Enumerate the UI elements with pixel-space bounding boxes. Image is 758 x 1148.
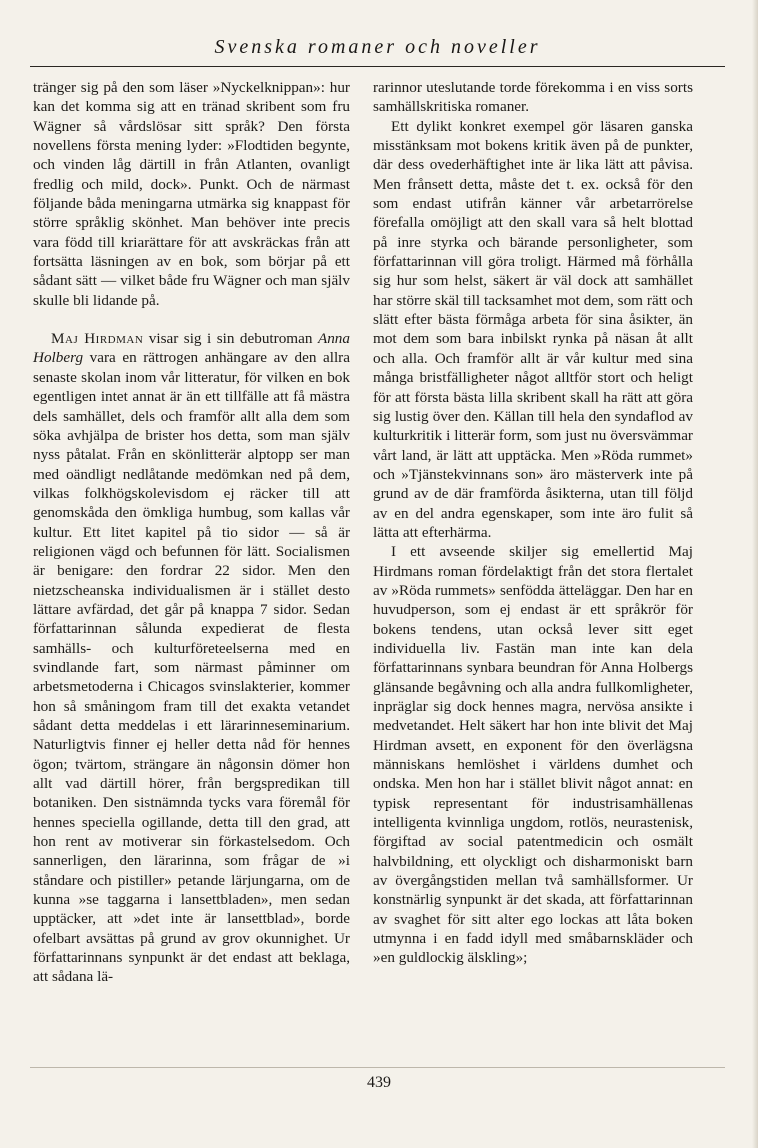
left-paragraph-2-intro: visar sig i sin debutroman	[143, 330, 318, 348]
left-column	[33, 78, 350, 987]
page-edge	[752, 0, 758, 1148]
right-paragraph-3: I ett avseende skiljer sig emellertid Maj Hirdmans roman fördelaktigt från det stora flertalet av »Röda rummets» senfödda ätteläggar. Den har en huvudperson, som ej endast är ett språkrör för bokens tendens, utan också lever sitt eget individuella liv. Fastän man inte kan dela författarinnans synbara beundran för Anna Holbergs glänsande begåvning och alla andra fullkomligheter, inpräglar sig dock hennes magra, nervösa ansikte i medvetandet. Helt säkert har hon inte blivit det Maj Hirdman avsett, en exponent för den överlägsna människans hemlöshet i världens dumhet och ondska. Men hon har i stället blivit något annat: en typisk representant för industrisamhällenas intelligenta kvinnliga ungdom, rotlös, neurastenisk, förgiftad av social patentmedicin och osmält halvbildning, ett olyckligt och disharmoniskt barn av övergångstiden mellan två samhällsformer. Ur konstnärlig synpunkt är det skada, att författarinnan av svaghet för sitt alter ego lockas att låta boken utmynna i en fadd idyll med småbarnskläder och »en guldlockig älskling»;	[373, 543, 693, 967]
left-paragraph-2	[33, 329, 350, 987]
page-number: 439	[367, 1074, 391, 1091]
right-column	[373, 78, 693, 968]
header-rule	[30, 66, 725, 67]
right-paragraph-1: rarinnor uteslutande torde förekomma i en viss sorts samhällskritiska romaner.	[373, 79, 693, 116]
left-paragraph-2-body: vara en rättrogen anhängare av den allra senaste skolan inom vår litteratur, för vilken en bok egentligen intet annat är än ett tillfälle att få mästra dels samhället, dels och framför allt alla dem som söka avhjälpa de brister hos detta, som man själv nyss påtalat. Från en skönlitterär alptopp ser man med oändligt nedlåtande medömkan ned på dem, vilkas folkhögskolevisdom ej räcker till att genomskåda den ömkliga humbug, som kallas vår kultur. Ett litet kapitel på tio sidor — så är religionen vägd och befunnen för lätt. Socialismen är benigare: den fordrar 22 sidor. Men den nietzscheanska individualismen är i stället desto lättare avfärdad, det går på knappa 7 sidor. Sedan författarinnan sålunda expedierat de flesta samhälls- och kulturföreteelserna med en svindlande fart, som närmast påminner om arbetsmetoderna i Chicagos svinslakterier, kommer hon så småningom fram till det exakta vetandet sådant detta meddelas i ett lärarinneseminarium. Naturligtvis finner ej heller detta nåd för hennes ögon; tvärtom, strängare än någonsin dömer hon allt vad därtill hörer, från bergspredikan till botaniken. Den sistnämnda tycks vara föremål för hennes speciella ogillande, detta till den grad, att hon rent av motiverar sin förkastelsedom. Och sannerligen, den lärarinna, som frågar de »i ståndare och pistiller» petande lärjungarna, om de kunna »se taggarna i lansettbladen», men sedan upptäcker, att »det inte är lansettblad», borde ofelbart avsättas på grund av grov okunnighet. Ur författarinnans synpunkt är det endast att beklaga, att sådana lä-	[33, 349, 350, 986]
author-name: Maj Hirdman	[51, 330, 144, 348]
running-title: Svenska romaner och noveller	[214, 36, 541, 58]
book-title: Anna Holberg	[33, 330, 350, 367]
left-paragraph-1: tränger sig på den som läser »Nyckelknippan»: hur kan det komma sig att en tränad skribent som fru Wägner så vårdslösar sitt språk? Den första novellens första mening lyder: »Flodtiden begynte, och vinden låg därtill in från Atlanten, ovanligt fredlig och mild, dock». Punkt. Och de närmast följande båda meningarna utmärka sig knappast för större språklig skönhet. Man behöver inte precis vara född till kriarättare för att avskräckas från att fortsätta läsningen av en bok, som börjar på ett sådant sätt — vilket både fru Wägner och man själv skulle bli lidande på.	[33, 79, 350, 309]
right-paragraph-2: Ett dylikt konkret exempel gör läsaren ganska misstänksam mot bokens kritik även på de punkter, där dess ovederhäftighet inte är lika lätt att påvisa. Men frånsett detta, måste det t. ex. också för den som endast utifrån känner vår arbetarrörelse förefalla omöjligt att den skall vara så helt blottad på inre styrka och bärande personligheter, som författarinnan vill göra troligt. Härmed må förhålla sig hur som helst, säkert är väl dock att samhället har större skäl till tacksamhet mot dem, som rätt och slätt efter bästa förmåga arbeta för sina åsikter, än mot dem som bara inbilskt rynka på näsan åt allt och alla. Och framför allt är vår kultur med sina många bristfälligheter något alltför stort och heligt för att första bästa lilla skribent skall ha rätt att göra sig lustig över den. Källan till hela den syndaflod av kulturkritik i litterär form, som just nu översvämmar vårt land, är lätt att upptäcka. Men »Röda rummet» och »Tjänstekvinnans son» äro mästerverk inte på grund av de där framförda åsikterna, utan till följd av en del andra egenskaper, som inte äro fulit så lätta att efterhärma.	[373, 117, 693, 541]
footer-rule	[30, 1067, 725, 1068]
